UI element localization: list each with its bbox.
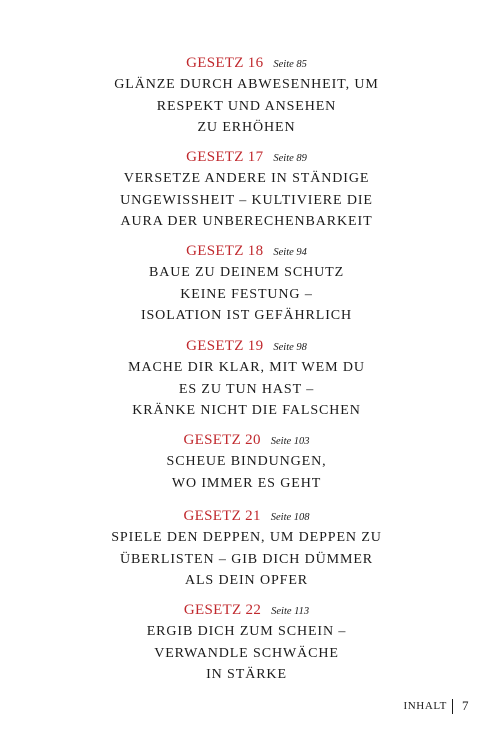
- law-title-line: ÜBERLISTEN – GIB DICH DÜMMER: [119, 551, 374, 567]
- toc-entry-law-19[interactable]: [0, 335, 493, 422]
- entry-heading: [0, 335, 493, 357]
- law-number: GESETZ 22: [183, 602, 262, 618]
- law-title-line: KEINE FESTUNG –: [180, 286, 313, 302]
- page-reference: Seite 94: [273, 247, 307, 258]
- law-title-line: AURA DER UNBERECHENBARKEIT: [120, 214, 373, 229]
- law-number: GESETZ 20: [183, 432, 261, 448]
- toc-entry-law-20[interactable]: [0, 429, 493, 494]
- section-label: INHALT: [403, 700, 447, 712]
- law-title-line: RESPEKT UND ANSEHEN: [156, 98, 337, 114]
- law-title-line: ZU ERHÖHEN: [197, 120, 296, 135]
- law-title-line: VERSETZE ANDERE IN STÄNDIGE: [123, 171, 370, 186]
- toc-entry-law-22[interactable]: [0, 599, 493, 686]
- law-number: GESETZ 18: [186, 243, 264, 259]
- entry-heading: [0, 599, 493, 621]
- law-title-line: KRÄNKE NICHT DIE FALSCHEN: [132, 403, 361, 418]
- toc-entry-law-17[interactable]: [0, 146, 493, 233]
- page-reference: Seite 98: [273, 342, 307, 353]
- law-title-line: IN STÄRKE: [206, 667, 287, 682]
- law-title-line: ERGIB DICH ZUM SCHEIN –: [146, 624, 347, 639]
- law-number: GESETZ 17: [186, 149, 264, 165]
- page-reference: Seite 108: [270, 512, 310, 523]
- footer-divider: [452, 699, 453, 714]
- entry-heading: [0, 146, 493, 168]
- toc-entry-law-18[interactable]: [0, 240, 493, 327]
- law-title-line: ALS DEIN OPFER: [184, 573, 309, 588]
- page-reference: Seite 89: [273, 153, 307, 164]
- page-reference: Seite 113: [271, 606, 310, 617]
- toc-entry-law-16[interactable]: [0, 52, 493, 139]
- entry-heading: [0, 429, 493, 451]
- law-title-line: VERWANDLE SCHWÄCHE: [154, 645, 339, 661]
- law-title-line: WO IMMER ES GEHT: [171, 475, 322, 491]
- law-number: GESETZ 16: [186, 55, 264, 71]
- page-number: 7: [462, 698, 470, 713]
- entry-heading: [0, 52, 493, 74]
- page-reference: Seite 103: [270, 436, 310, 447]
- law-title-line: UNGEWISSHEIT – KULTIVIERE DIE: [120, 192, 373, 208]
- law-title-line: BAUE ZU DEINEM SCHUTZ: [148, 265, 345, 280]
- toc-entry-law-21[interactable]: [0, 505, 493, 592]
- entry-heading: [0, 505, 493, 527]
- entry-heading: [0, 240, 493, 262]
- page-footer: [0, 697, 493, 715]
- law-title-line: GLÄNZE DURCH ABWESENHEIT, UM: [114, 77, 379, 92]
- page-reference: Seite 85: [273, 59, 307, 70]
- law-title-line: ISOLATION IST GEFÄHRLICH: [140, 308, 353, 323]
- law-title-line: SCHEUE BINDUNGEN,: [166, 454, 327, 469]
- law-title-line: MACHE DIR KLAR, MIT WEM DU: [128, 360, 365, 375]
- law-number: GESETZ 21: [183, 508, 261, 524]
- law-number: GESETZ 19: [186, 338, 264, 354]
- law-title-line: ES ZU TUN HAST –: [178, 381, 315, 397]
- law-title-line: SPIELE DEN DEPPEN, UM DEPPEN ZU: [111, 530, 382, 545]
